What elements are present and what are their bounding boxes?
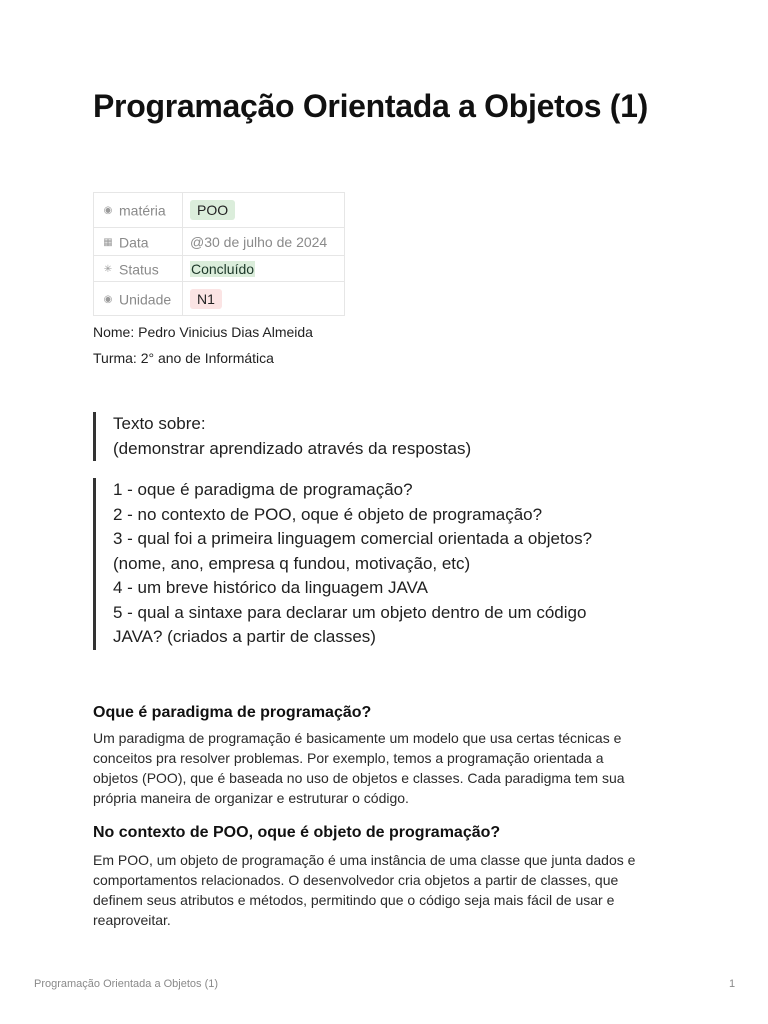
status-icon: ✳	[103, 263, 113, 275]
property-row-status	[94, 256, 345, 282]
quote-line: 4 - um breve histórico da linguagem JAVA	[113, 578, 428, 597]
quote-line: (nome, ano, empresa q fundou, motivação, etc)	[113, 553, 471, 573]
paragraph-line: conceitos pra resolver problemas. Por exemplo, temos a programação orientada a	[93, 750, 604, 766]
select-icon: ◉	[103, 293, 113, 305]
quote-line: 2 - no contexto de POO, oque é objeto de programação?	[113, 504, 543, 524]
property-value-cell[interactable]	[183, 193, 345, 228]
status-value[interactable]: Concluído	[191, 260, 255, 277]
properties-table	[93, 192, 345, 316]
quote-line: (demonstrar aprendizado através da respostas)	[113, 438, 472, 458]
footer-page-number: 1	[729, 978, 736, 990]
property-row-data	[94, 228, 345, 256]
property-key-cell	[94, 228, 183, 256]
section-paragraph-objeto	[93, 850, 673, 930]
quote-line: JAVA? (criados a partir de classes)	[113, 627, 376, 646]
property-row-unidade	[94, 282, 345, 316]
section-heading-objeto: No contexto de POO, oque é objeto de programação?	[93, 824, 501, 841]
paragraph-line: objetos (POO), que é baseada no uso de objetos e classes. Cada paradigma tem sua	[93, 770, 625, 786]
property-value-cell[interactable]	[183, 228, 345, 256]
paragraph-line: reaproveitar.	[93, 912, 171, 928]
quote-block-intro	[93, 412, 673, 461]
student-name: Nome: Pedro Vinicius Dias Almeida	[93, 324, 313, 340]
section-paragraph-paradigma	[93, 728, 673, 808]
select-icon: ◉	[103, 205, 113, 217]
unidade-tag[interactable]: N1	[190, 289, 222, 309]
quote-line: Texto sobre:	[113, 414, 206, 433]
property-key-cell	[94, 193, 183, 228]
property-key: matéria	[119, 202, 166, 219]
property-value-cell[interactable]	[183, 282, 345, 316]
paragraph-line: Em POO, um objeto de programação é uma instância de uma classe que junta dados e	[93, 852, 636, 868]
property-value-cell[interactable]	[183, 256, 345, 282]
property-key-cell	[94, 256, 183, 282]
materia-tag[interactable]: POO	[190, 200, 235, 220]
property-key: Status	[119, 261, 159, 278]
footer-title: Programação Orientada a Objetos (1)	[34, 978, 219, 990]
property-key: Data	[119, 234, 149, 251]
quote-block-questions	[93, 478, 673, 650]
property-key-cell	[94, 282, 183, 316]
property-row-materia	[94, 193, 345, 228]
page-title: Programação Orientada a Objetos (1)	[93, 88, 649, 124]
quote-line: 5 - qual a sintaxe para declarar um objeto dentro de um código	[113, 602, 587, 622]
quote-line: 1 - oque é paradigma de programação?	[113, 480, 413, 499]
paragraph-line: Um paradigma de programação é basicamente um modelo que usa certas técnicas e	[93, 730, 622, 746]
student-class: Turma: 2° ano de Informática	[93, 350, 274, 366]
section-heading-paradigma: Oque é paradigma de programação?	[93, 704, 372, 721]
date-value[interactable]: @30 de julho de 2024	[190, 233, 328, 250]
paragraph-line: própria maneira de organizar e estruturar o código.	[93, 790, 409, 806]
quote-line: 3 - qual foi a primeira linguagem comercial orientada a objetos?	[113, 529, 593, 548]
paragraph-line: definem seus atributos e métodos, permitindo que o código seja mais fácil de usar e	[93, 892, 615, 908]
paragraph-line: comportamentos relacionados. O desenvolvedor cria objetos a partir de classes, que	[93, 872, 619, 888]
property-key: Unidade	[119, 291, 172, 308]
calendar-icon: ▦	[103, 236, 113, 248]
